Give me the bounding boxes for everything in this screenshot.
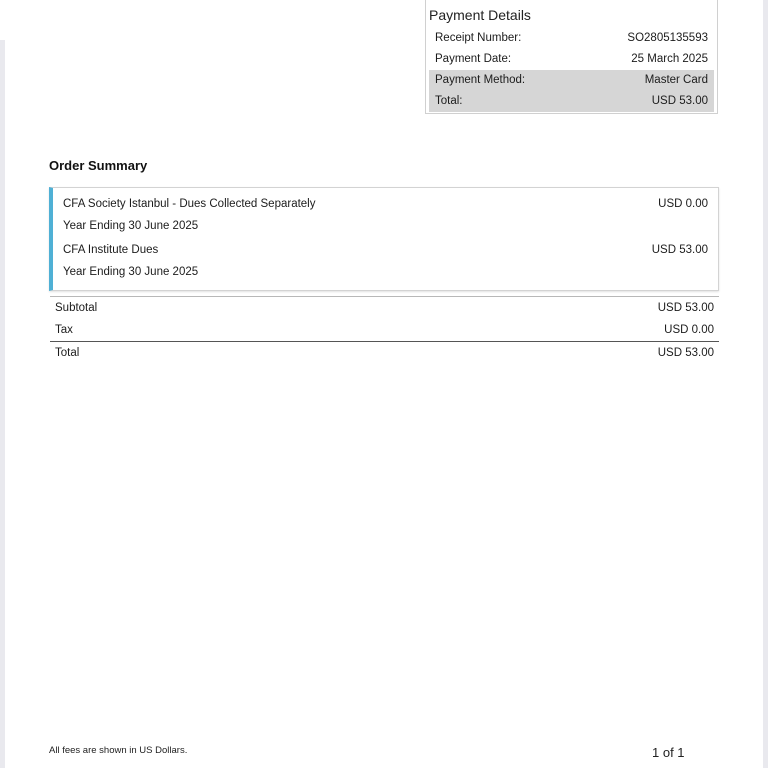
payment-details-title: Payment Details (429, 7, 531, 23)
order-items-box (49, 187, 719, 291)
order-item-name: CFA Society Istanbul - Dues Collected Separately (63, 198, 316, 210)
payment-date-value: 25 March 2025 (631, 53, 708, 65)
payment-method-value: Master Card (644, 74, 708, 86)
payment-method-row (429, 70, 714, 91)
subtotal-value: USD 53.00 (657, 302, 714, 314)
order-summary-heading: Order Summary (49, 158, 148, 173)
order-item (63, 193, 708, 237)
receipt-number-value: SO2805135593 (627, 32, 708, 44)
tax-value: USD 0.00 (664, 324, 714, 336)
order-totals (50, 296, 719, 364)
total-value: USD 53.00 (657, 347, 714, 359)
subtotal-label: Subtotal (55, 302, 98, 314)
receipt-number-label: Receipt Number: (435, 32, 522, 44)
payment-total-row (429, 91, 714, 112)
receipt-number-row (429, 28, 714, 49)
payment-details-panel (425, 0, 718, 114)
tax-row (50, 319, 719, 341)
total-row (50, 342, 719, 364)
order-item-period: Year Ending 30 June 2025 (63, 266, 199, 278)
payment-total-value: USD 53.00 (651, 95, 708, 107)
tax-label: Tax (55, 324, 73, 336)
order-item (63, 239, 708, 283)
subtotal-row (50, 297, 719, 319)
payment-date-row (429, 49, 714, 70)
receipt-page (5, 0, 763, 768)
total-label: Total (55, 347, 80, 359)
order-item-name: CFA Institute Dues (63, 244, 159, 256)
payment-total-label: Total: (435, 95, 463, 107)
order-item-amount: USD 0.00 (658, 198, 708, 210)
page-count: 1 of 1 (652, 745, 685, 760)
payment-method-label: Payment Method: (435, 74, 526, 86)
order-item-period: Year Ending 30 June 2025 (63, 220, 199, 232)
payment-date-label: Payment Date: (435, 53, 512, 65)
currency-footnote: All fees are shown in US Dollars. (49, 745, 188, 756)
order-item-amount: USD 53.00 (651, 244, 708, 256)
